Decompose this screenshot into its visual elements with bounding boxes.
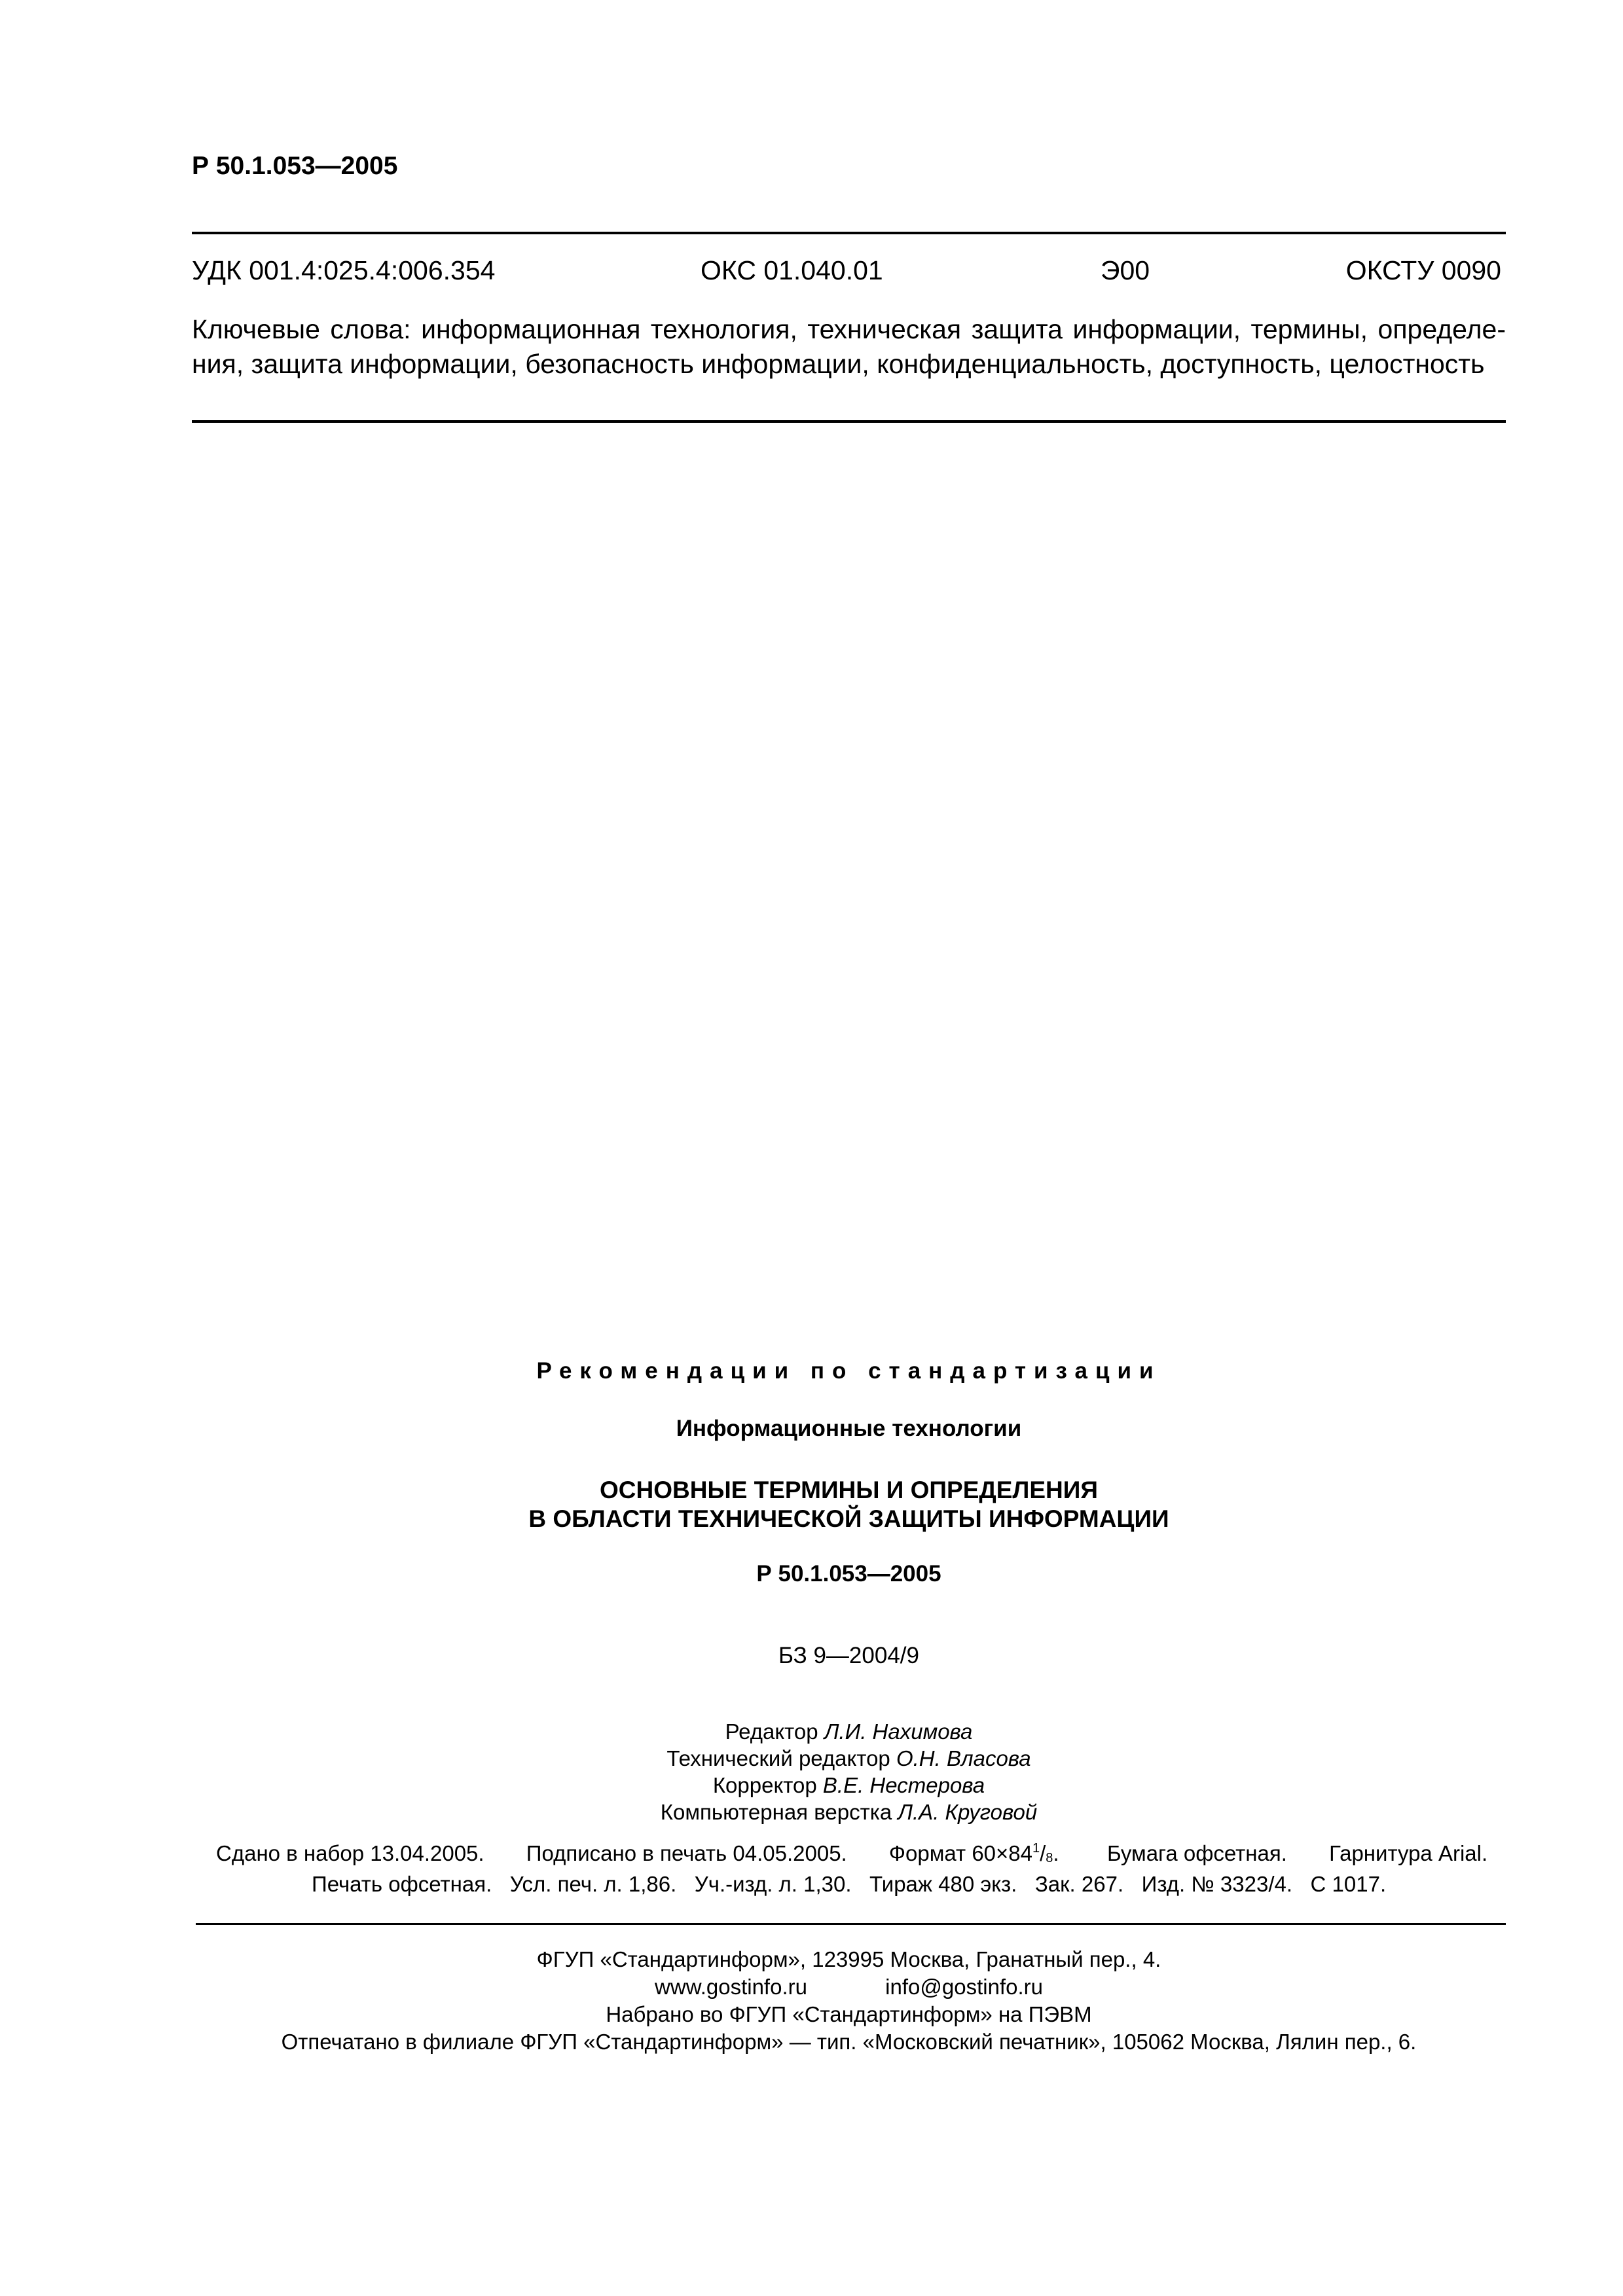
staff-proofreader: Корректор В.Е. Нестерова: [712, 1773, 985, 1797]
keywords-rule: [192, 420, 1506, 423]
staff-editor: Редактор Л.И. Нахимова: [725, 1719, 973, 1744]
keywords-line-1: Ключевые слова: информационная технология, техническая защита информации, термины, определе-: [192, 314, 1506, 344]
main-title-line-2: В ОБЛАСТИ ТЕХНИЧЕСКОЙ ЗАЩИТЫ ИНФОРМАЦИИ: [528, 1505, 1169, 1532]
print-info-rule: [196, 1923, 1506, 1925]
keywords-line-2: ния, защита информации, безопасность информации, конфиденциальность, доступность, целостность: [192, 349, 1485, 379]
oks-code: ОКС 01.040.01: [701, 255, 883, 285]
publisher-website[interactable]: www.gostinfo.ru: [655, 1975, 807, 1999]
typeset-note: Набрано во ФГУП «Стандартинформ» на ПЭВМ: [606, 2002, 1092, 2026]
publisher-email[interactable]: info@gostinfo.ru: [885, 1975, 1043, 1999]
document-code: Р 50.1.053—2005: [192, 152, 398, 180]
staff-credits: [192, 1718, 1506, 1825]
group-code: Э00: [1101, 255, 1150, 285]
printed-note: Отпечатано в филиале ФГУП «Стандартинформ» — тип. «Московский печатник», 105062 Москва, Лялин пер., 6.: [281, 2030, 1417, 2054]
keywords: [192, 312, 1506, 382]
print-info-line-2: Печать офсетная. Усл. печ. л. 1,86. Уч.-изд. л. 1,30. Тираж 480 экз. Зак. 267. Изд. № 3323/4. С 1017.: [312, 1872, 1387, 1896]
okstu-code: ОКСТУ 0090: [1345, 255, 1501, 285]
publisher-address: ФГУП «Стандартинформ», 123995 Москва, Гранатный пер., 4.: [536, 1947, 1161, 1971]
bz-number: БЗ 9—2004/9: [778, 1643, 919, 1668]
main-title: [192, 1476, 1506, 1534]
top-rule: [192, 232, 1506, 234]
staff-layout: Компьютерная верстка Л.А. Круговой: [660, 1800, 1038, 1824]
series-title: Информационные технологии: [676, 1416, 1022, 1441]
classification-row: [192, 255, 1506, 288]
staff-tech-editor: Технический редактор О.Н. Власова: [666, 1746, 1031, 1770]
main-title-line-1: ОСНОВНЫЕ ТЕРМИНЫ И ОПРЕДЕЛЕНИЯ: [600, 1477, 1098, 1503]
udk-code: УДК 001.4:025.4:006.354: [192, 255, 496, 285]
publisher-contacts: [192, 1973, 1506, 2001]
print-info-line-1: Сдано в набор 13.04.2005. Подписано в печать 04.05.2005. Формат $60\times 84^1/_8$. Бумага офсетная. Гарнитура Arial.: [216, 1841, 1488, 1865]
recommendation-type: Рекомендации по стандартизации: [536, 1358, 1161, 1384]
standard-number: Р 50.1.053—2005: [756, 1561, 941, 1587]
